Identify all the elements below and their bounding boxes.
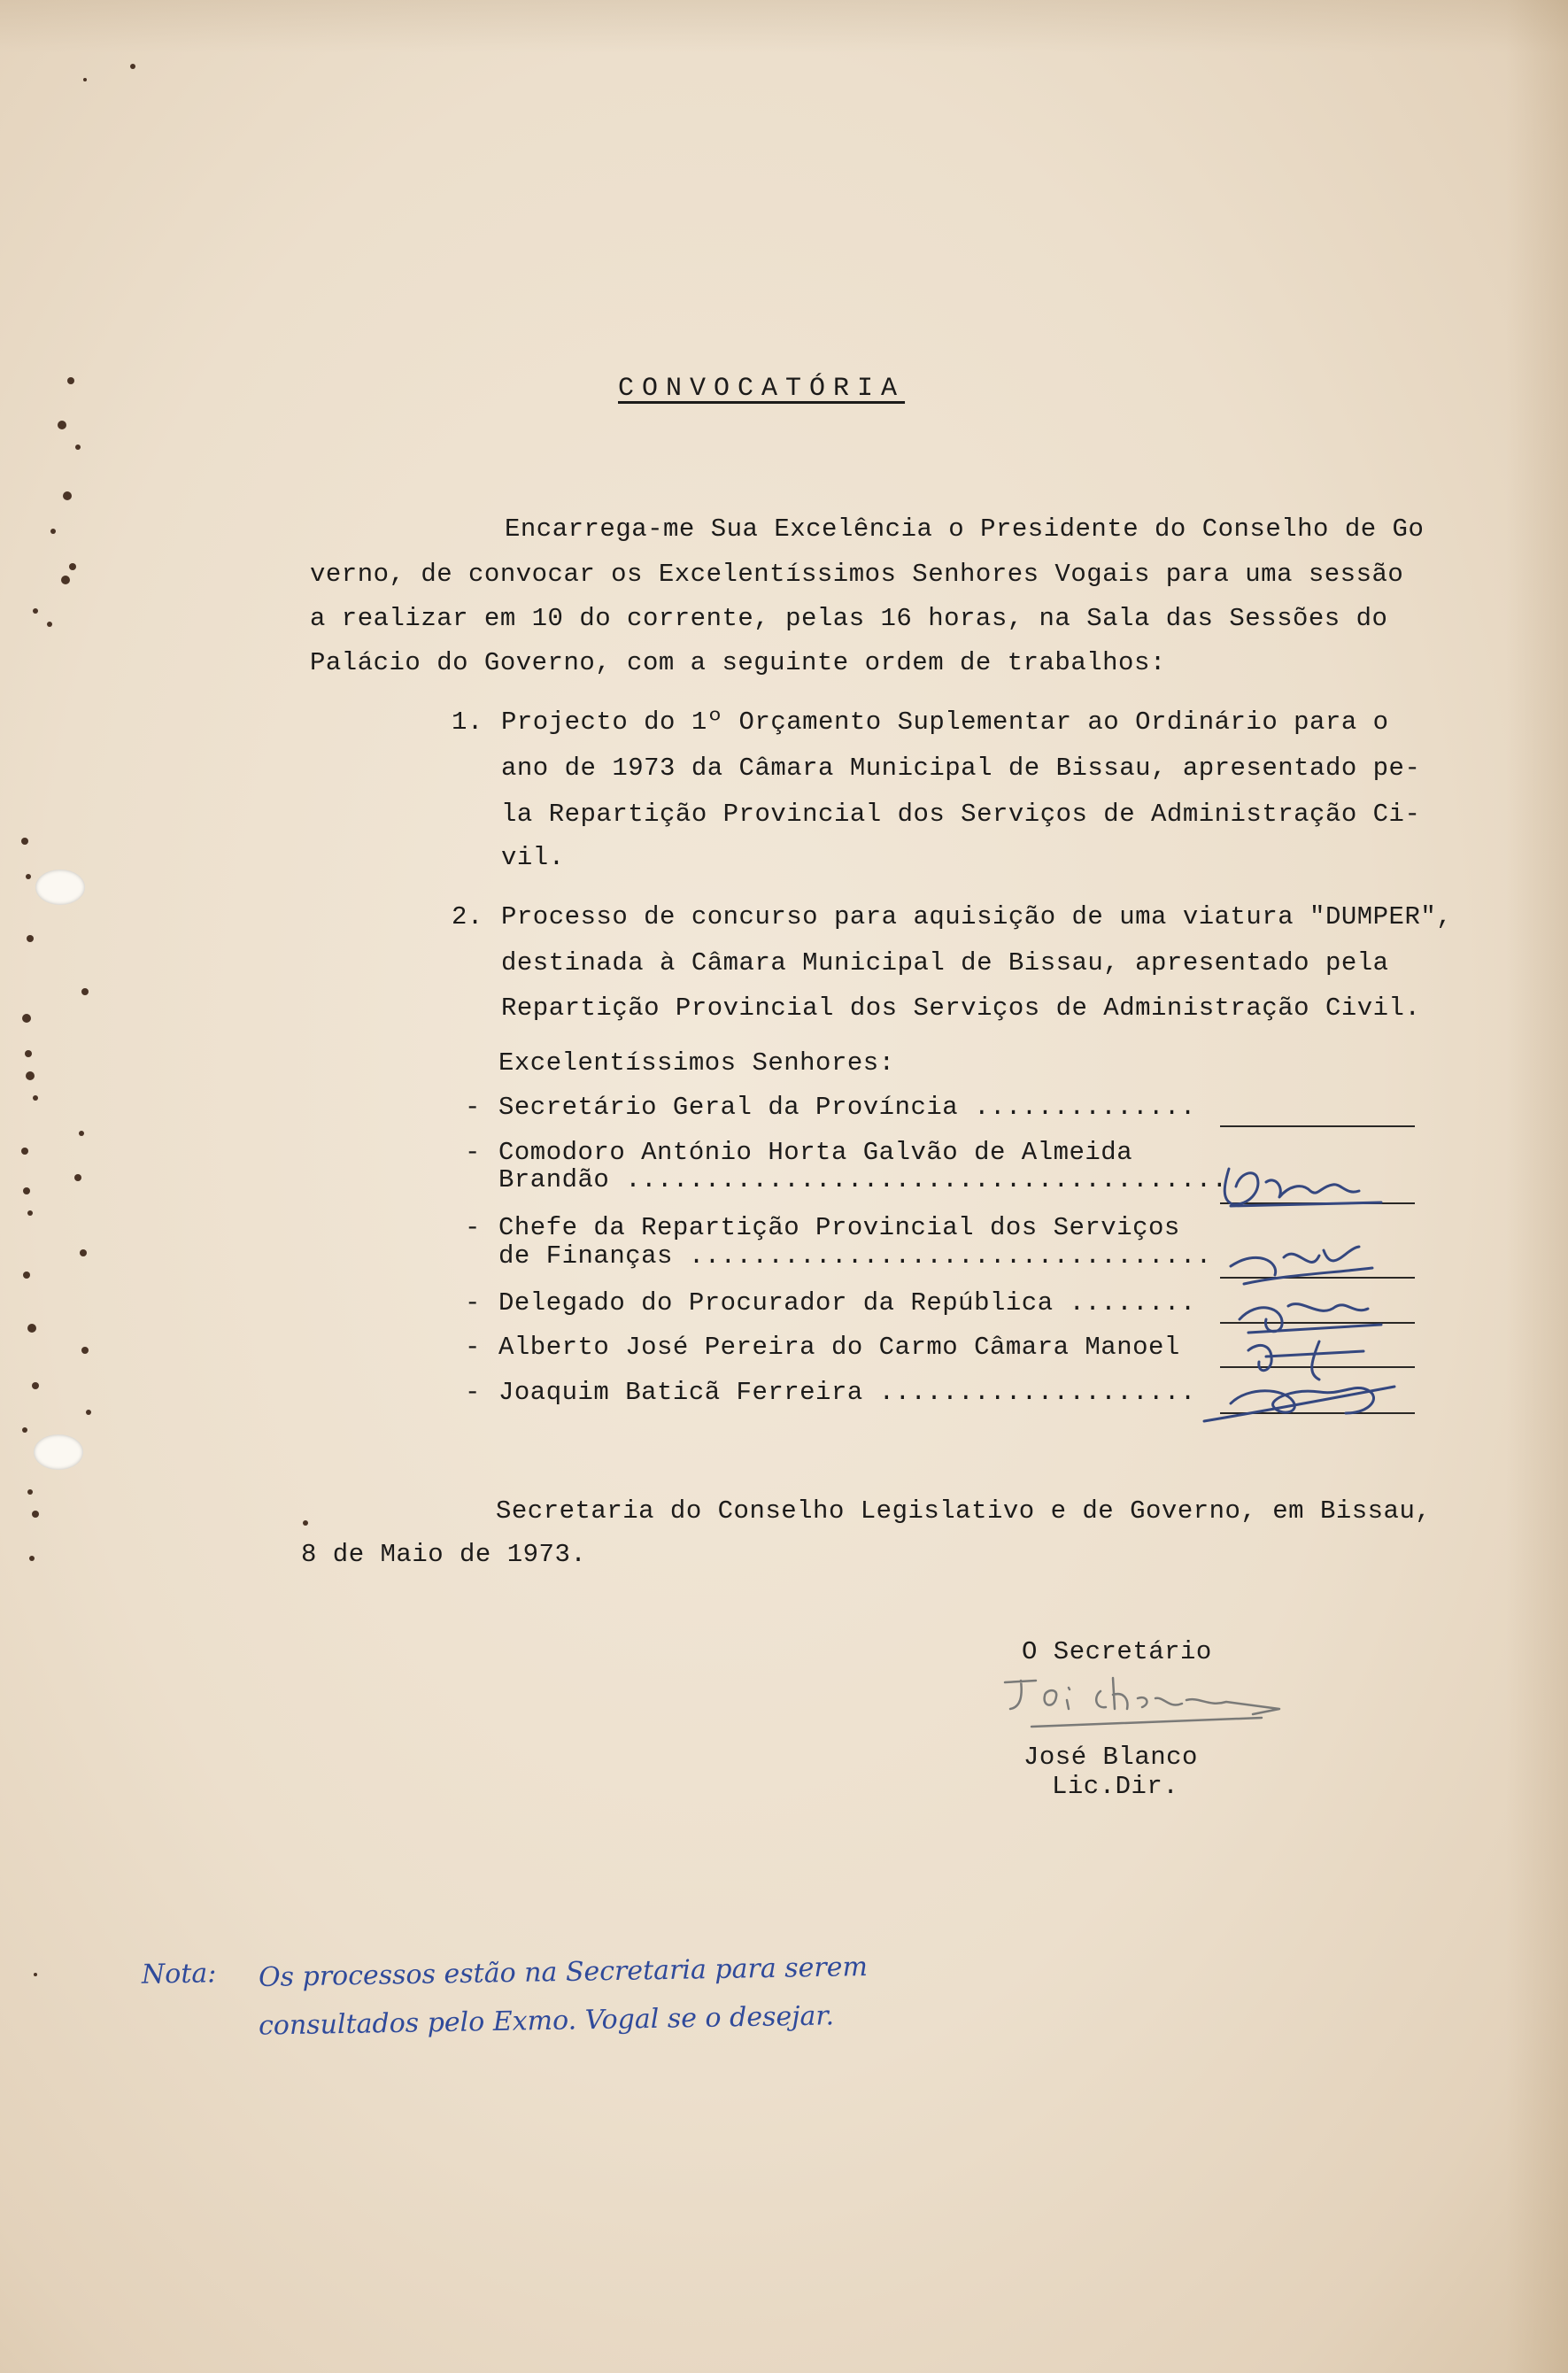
recipients-heading: Excelentíssimos Senhores: bbox=[498, 1048, 895, 1078]
agenda-item-1-line: Projecto do 1º Orçamento Suplementar ao Ordinário para o bbox=[501, 707, 1389, 737]
signatory-role: O Secretário bbox=[1022, 1637, 1212, 1666]
intro-line-4: Palácio do Governo, com a seguinte ordem de trabalhos: bbox=[310, 648, 1166, 677]
intro-line-3: a realizar em 10 do corrente, pelas 16 horas, na Sala das Sessões do bbox=[310, 604, 1388, 633]
agenda-item-1-line: la Repartição Provincial dos Serviços de Administração Ci- bbox=[501, 800, 1421, 829]
agenda-item-2-number: 2. bbox=[452, 902, 483, 931]
closing-date: 8 de Maio de 1973. bbox=[301, 1540, 587, 1569]
agenda-item-2-line: destinada à Câmara Municipal de Bissau, apresentado pela bbox=[501, 948, 1389, 978]
agenda-item-2-line: Repartição Provincial dos Serviços de Administração Civil. bbox=[501, 993, 1421, 1023]
intro-line-2: verno, de convocar os Excelentíssimos Senhores Vogais para uma sessão bbox=[310, 560, 1404, 589]
agenda-item-1-line: vil. bbox=[501, 843, 565, 872]
agenda-item-1-line: ano de 1973 da Câmara Municipal de Bissau, apresentado pe- bbox=[501, 754, 1421, 783]
handwritten-note-label: Nota: bbox=[141, 1958, 217, 1990]
document-title: CONVOCATÓRIA bbox=[618, 374, 906, 404]
handwritten-note-line: Os processos estão na Secretaria para serem bbox=[258, 1951, 869, 1994]
signature-scribbles bbox=[1178, 1151, 1408, 1434]
recipient-dash: - bbox=[465, 1093, 481, 1122]
recipient-dash: - bbox=[465, 1333, 481, 1362]
signature-line bbox=[1220, 1125, 1415, 1127]
recipient-dash: - bbox=[465, 1288, 481, 1318]
secretary-signature bbox=[996, 1665, 1297, 1744]
agenda-item-1-number: 1. bbox=[452, 707, 483, 737]
recipient-joaquim: Joaquim Baticã Ferreira .................... bbox=[498, 1378, 1196, 1407]
recipient-comodoro: Comodoro António Horta Galvão de Almeida bbox=[498, 1138, 1133, 1167]
recipient-alberto: Alberto José Pereira do Carmo Câmara Manoel bbox=[498, 1333, 1180, 1362]
recipient-chefe-financas: Chefe da Repartição Provincial dos Serviços bbox=[498, 1213, 1180, 1242]
agenda-item-2-line: Processo de concurso para aquisição de uma viatura "DUMPER", bbox=[501, 902, 1453, 931]
recipient-secretario-geral: Secretário Geral da Província .............. bbox=[498, 1093, 1196, 1122]
recipient-comodoro-cont: Brandão ...................................... bbox=[498, 1165, 1228, 1194]
recipient-chefe-financas-cont: de Finanças ................................. bbox=[498, 1241, 1212, 1271]
intro-line-1: Encarrega-me Sua Excelência o Presidente do Conselho de Go bbox=[505, 514, 1425, 544]
recipient-dash: - bbox=[465, 1138, 481, 1167]
recipient-dash: - bbox=[465, 1213, 481, 1242]
recipient-delegado: Delegado do Procurador da República ........ bbox=[498, 1288, 1196, 1318]
closing-line-1: Secretaria do Conselho Legislativo e de Governo, em Bissau, bbox=[496, 1496, 1432, 1526]
handwritten-note-line: consultados pelo Exmo. Vogal se o desejar. bbox=[258, 2000, 835, 2042]
signatory-credentials: Lic.Dir. bbox=[1052, 1772, 1179, 1801]
signatory-name: José Blanco bbox=[1023, 1743, 1198, 1772]
recipient-dash: - bbox=[465, 1378, 481, 1407]
